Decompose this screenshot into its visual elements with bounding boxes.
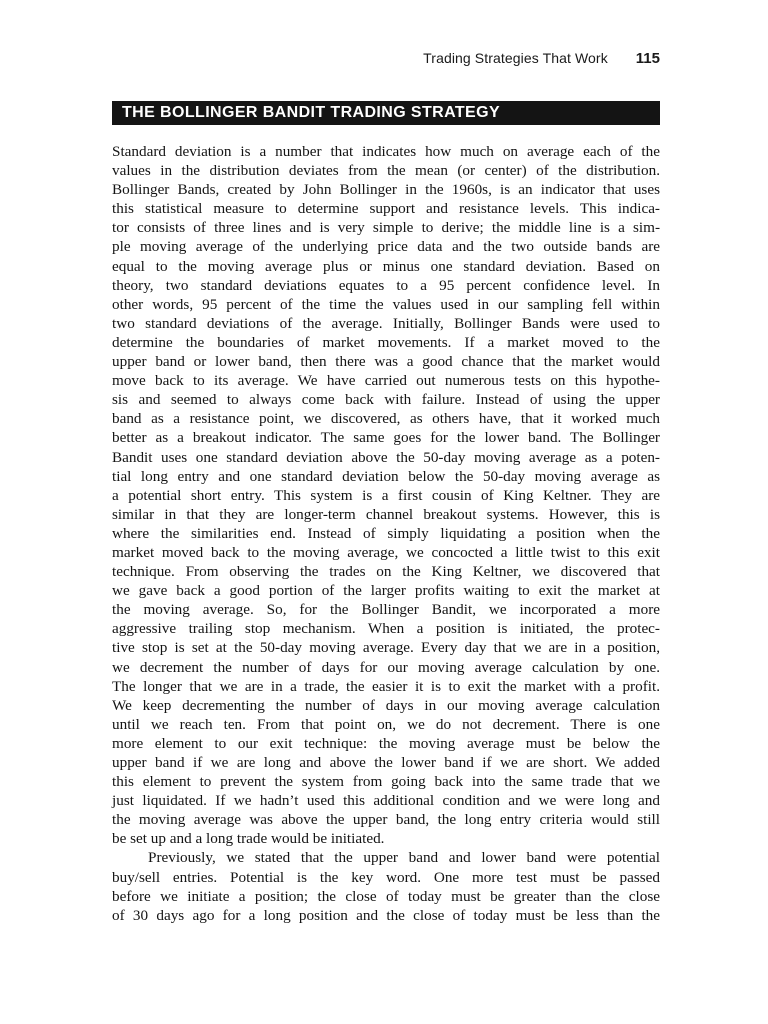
text-line: we gave back a good portion of the larger profits waiting to exit the market at bbox=[112, 582, 660, 600]
text-line: equal to the moving average plus or minus one standard deviation. Based on bbox=[112, 257, 660, 275]
text-line: we decrement the number of days for our moving average calculation by one. bbox=[112, 658, 660, 676]
text-line: upper band or lower band, then there was a good chance that the market would bbox=[112, 353, 660, 371]
text-line: the moving average. So, for the Bollinger Bandit, we incorporated a more bbox=[112, 601, 660, 619]
text-line: better as a breakout indicator. The same goes for the lower band. The Bollinger bbox=[112, 429, 660, 447]
text-line: this element to prevent the system from going back into the same trade that we bbox=[112, 773, 660, 791]
text-line: upper band if we are long and above the lower band if we are short. We added bbox=[112, 754, 660, 771]
text-line: tial long entry and one standard deviation below the 50-day moving average as bbox=[112, 467, 660, 485]
text-line: before we initiate a position; the close of today must be greater than the close bbox=[112, 887, 660, 905]
page-number: 115 bbox=[635, 50, 660, 67]
text-line: theory, two standard deviations equates to a 95 percent confidence level. In bbox=[112, 276, 660, 294]
text-line: Bollinger Bands, created by John Bollinger in the 1960s, is an indicator that uses bbox=[112, 181, 660, 199]
text-line: determine the boundaries of market movements. If a market moved to the bbox=[112, 333, 660, 351]
text-line: tor consists of three lines and is very simple to derive; the middle line is a sim- bbox=[112, 219, 660, 237]
text-line: The longer that we are in a trade, the easier it is to exit the market with a profit. bbox=[112, 677, 660, 695]
text-line: market moved back to the moving average, we concocted a little twist to this exit bbox=[112, 543, 660, 561]
text-line: more element to our exit technique: the moving average must be below the bbox=[112, 734, 660, 752]
paragraph-last-line: be set up and a long trade would be initiated. bbox=[112, 830, 385, 848]
text-line: where the similarities end. Instead of simply liquidating a position when the bbox=[112, 524, 660, 542]
section-title: THE BOLLINGER BANDIT TRADING STRATEGY bbox=[122, 104, 501, 121]
text-line: of 30 days ago for a long position and the close of today must be less than the bbox=[112, 906, 660, 924]
text-line: We keep decrementing the number of days in our moving average calculation bbox=[112, 696, 660, 714]
text-line: Bandit uses one standard deviation above the 50-day moving average as a poten- bbox=[112, 448, 660, 466]
paragraph-first-line: Previously, we stated that the upper band and lower band were potential bbox=[148, 849, 660, 867]
text-line: sis and seemed to always come back with failure. Instead of using the upper bbox=[112, 391, 660, 409]
text-line: ple moving average of the underlying price data and the two outside bands are bbox=[112, 238, 660, 256]
text-line: the moving average was above the upper band, the long entry criteria would still bbox=[112, 811, 660, 829]
text-line: technique. From observing the trades on the King Keltner, we discovered that bbox=[112, 563, 660, 581]
body-text bbox=[112, 142, 660, 925]
text-line: buy/sell entries. Potential is the key word. One more test must be passed bbox=[112, 868, 660, 886]
text-line: similar in that they are longer-term channel breakout systems. However, this is bbox=[112, 505, 660, 523]
text-line: aggressive trailing stop mechanism. When a position is initiated, the protec- bbox=[112, 620, 660, 638]
running-title: Trading Strategies That Work bbox=[423, 50, 608, 66]
text-line: a potential short entry. This system is a first cousin of King Keltner. They are bbox=[112, 486, 660, 504]
section-heading-bar bbox=[112, 101, 660, 125]
running-header bbox=[110, 50, 660, 72]
text-line: values in the distribution deviates from the mean (or center) of the distribution. bbox=[112, 162, 660, 180]
text-line: until we reach ten. From that point on, we do not decrement. There is one bbox=[112, 715, 660, 733]
text-line: just liquidated. If we hadn’t used this additional condition and we were long and bbox=[112, 792, 660, 810]
text-line: Standard deviation is a number that indicates how much on average each of the bbox=[112, 143, 660, 160]
text-line: other words, 95 percent of the time the values used in our sampling fell within bbox=[112, 295, 660, 313]
text-line: two standard deviations of the average. Initially, Bollinger Bands were used to bbox=[112, 314, 660, 332]
text-line: tive stop is set at the 50-day moving average. Every day that we are in a position, bbox=[112, 639, 660, 657]
text-line: this statistical measure to determine support and resistance levels. This indica- bbox=[112, 200, 660, 218]
text-line: move back to its average. We have carried out numerous tests on this hypothe- bbox=[112, 372, 660, 390]
text-line: band as a resistance point, we discovered, as others have, that it worked much bbox=[112, 410, 660, 428]
